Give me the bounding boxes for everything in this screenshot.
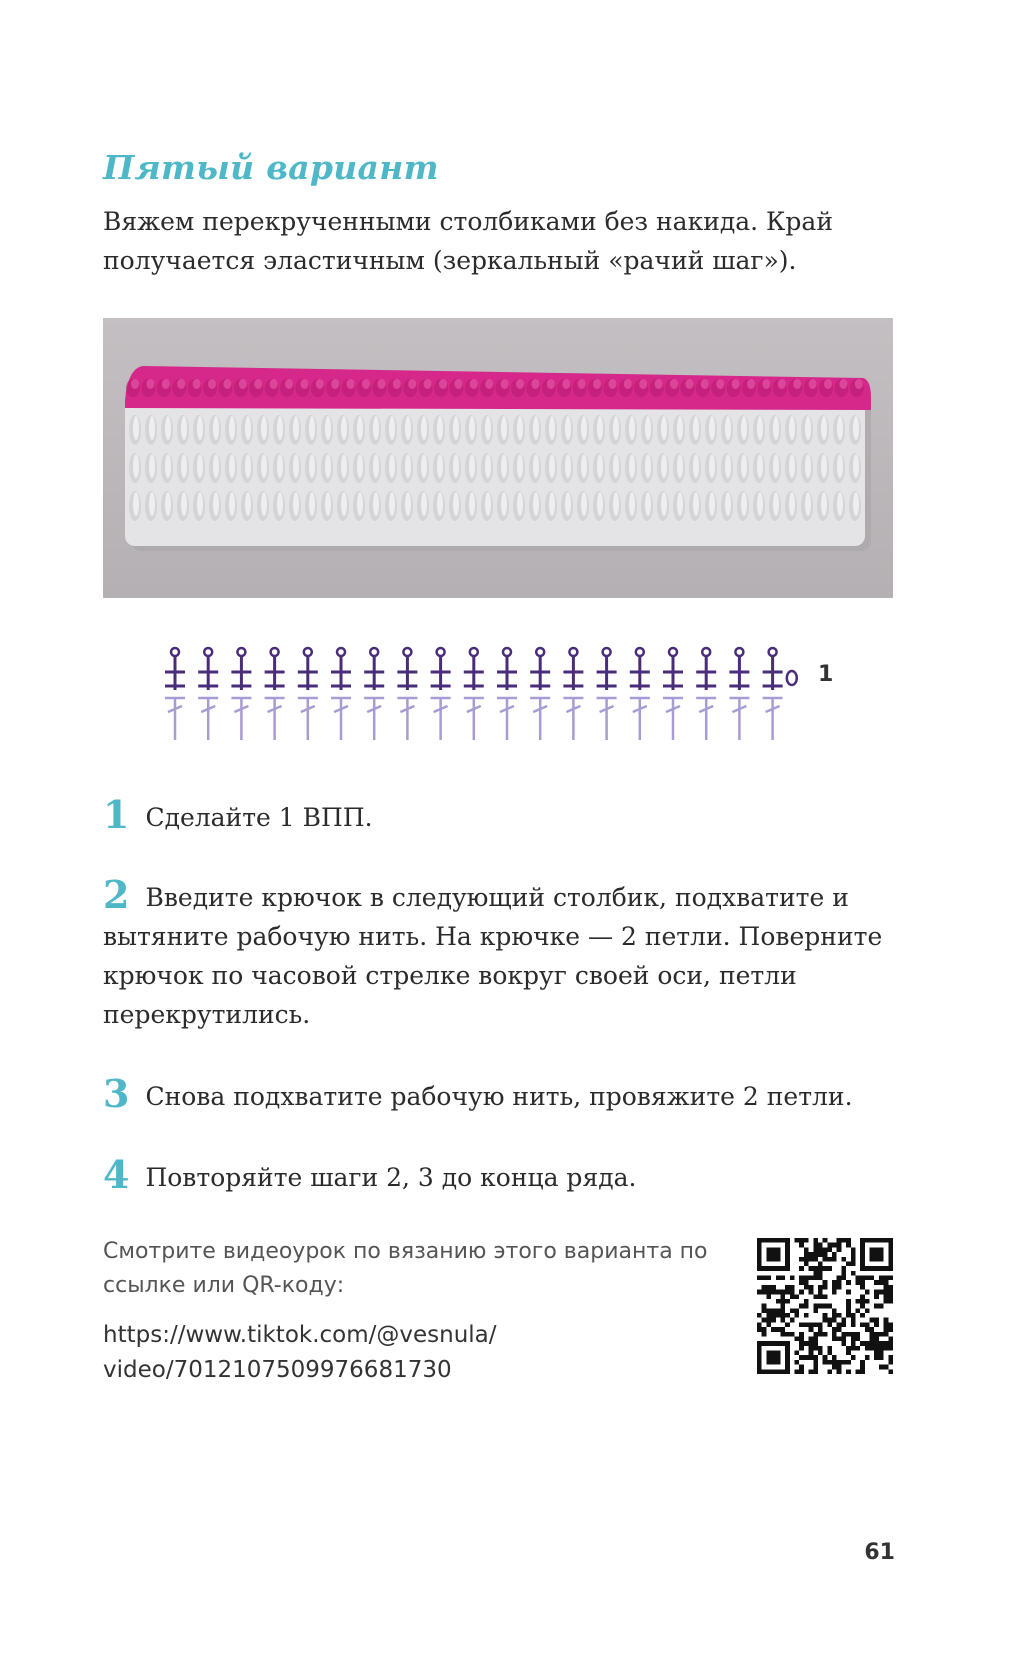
step-3 [103,1071,903,1116]
dc-symbol [265,698,285,740]
crochet-sample-photo [103,318,893,598]
dc-symbol [165,698,185,740]
dc-symbol [497,698,517,740]
twisted-sc-symbol [663,648,683,690]
twisted-sc-symbol [563,648,583,690]
twisted-sc-symbol [763,648,783,690]
twisted-sc-symbol [597,648,617,690]
chain-stitch-symbol [787,671,797,685]
step-1 [103,792,903,837]
twisted-sc-symbol [497,648,517,690]
step-text: Сделайте 1 ВПП. [145,803,373,832]
twisted-sc-symbol [331,648,351,690]
intro-paragraph: Вяжем перекрученными столбиками без накида. Край получается эластичным (зеркальный «рачий шаг»). [103,207,833,275]
dc-symbol [331,698,351,740]
row-number-label: 1 [818,662,834,687]
twisted-sc-symbol [530,648,550,690]
dc-symbol [597,698,617,740]
twisted-sc-symbol [464,648,484,690]
twisted-sc-symbol [397,648,417,690]
video-link[interactable]: https://www.tiktok.com/@vesnula/ video/7012107509976681730 [103,1322,497,1383]
step-text: Снова подхватите рабочую нить, провяжите 2 петли. [145,1082,853,1111]
dc-symbol [696,698,716,740]
twisted-sc-symbol [630,648,650,690]
dc-symbol [630,698,650,740]
dc-symbol [298,698,318,740]
dc-symbol [663,698,683,740]
dc-symbol [231,698,251,740]
step-text: Введите крючок в следующий столбик, подхватите и вытяните рабочую нить. На крючке — 2 петли. Поверните крючок по часовой стрелке вокруг своей оси, петли перекрутились. [103,883,883,1029]
dc-symbol [198,698,218,740]
dc-symbol [397,698,417,740]
twisted-sc-symbol [231,648,251,690]
twisted-sc-symbol [729,648,749,690]
dc-symbol [464,698,484,740]
twisted-sc-symbol [364,648,384,690]
twisted-sc-symbol [431,648,451,690]
page-number: 61 [864,1540,895,1565]
section-title: Пятый вариант [103,148,439,187]
twisted-sc-symbol [198,648,218,690]
dc-symbol [530,698,550,740]
twisted-sc-symbol [265,648,285,690]
step-text: Повторяйте шаги 2, 3 до конца ряда. [145,1163,637,1192]
dc-symbol [729,698,749,740]
dc-symbol [431,698,451,740]
twisted-sc-symbol [165,648,185,690]
step-number: 4 [103,1152,130,1197]
step-4 [103,1152,903,1197]
step-number: 1 [103,792,130,837]
dc-symbol [763,698,783,740]
stitch-diagram [150,640,850,760]
step-number: 2 [103,872,130,917]
qr-code-icon[interactable] [757,1238,893,1374]
step-2 [103,872,903,1034]
dc-symbol [364,698,384,740]
twisted-sc-symbol [696,648,716,690]
step-number: 3 [103,1071,130,1116]
dc-symbol [563,698,583,740]
twisted-sc-symbol [298,648,318,690]
video-lesson-note: Смотрите видеоурок по вязанию этого варианта по ссылке или QR-коду: [103,1239,708,1298]
